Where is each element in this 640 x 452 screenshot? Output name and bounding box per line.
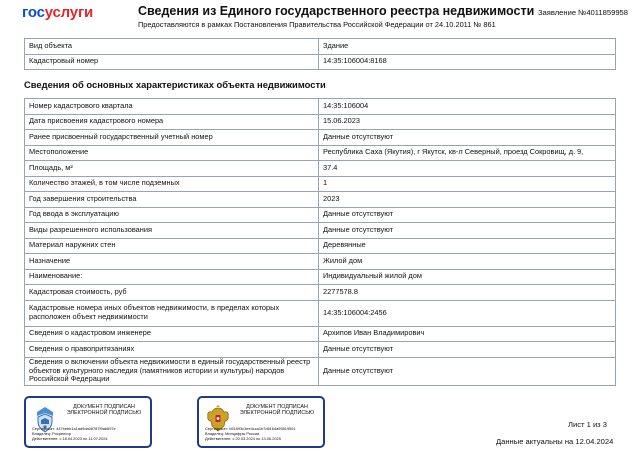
table-row — [25, 99, 616, 115]
row-value: Данные отсутствуют — [319, 342, 616, 358]
row-key: Вид объекта — [25, 39, 319, 55]
table-row — [25, 238, 616, 254]
stamp-owner: Владелец: Росреестр — [32, 431, 72, 436]
row-value: Данные отсутствуют — [319, 357, 616, 385]
stamp-title: ДОКУМЕНТ ПОДПИСАН ЭЛЕКТРОННОЙ ПОДПИСЬЮ — [66, 404, 142, 417]
row-key: Назначение — [25, 254, 319, 270]
table-row — [25, 114, 616, 130]
page-counter: Лист 1 из 3 — [568, 420, 607, 429]
row-value: Деревянные — [319, 238, 616, 254]
logo-part-uslugi: услуги — [44, 4, 94, 21]
application-number: Заявление №4011859958 — [537, 8, 628, 17]
object-identity-table — [24, 38, 616, 70]
row-key: Сведения о кадастровом инженере — [25, 326, 319, 342]
row-key: Наименование: — [25, 269, 319, 285]
table-row — [25, 223, 616, 239]
row-key: Материал наружних стен — [25, 238, 319, 254]
document-subtitle: Предоставляются в рамках Постановления Правительства Российской Федерации от 24.10.2011 № 861 — [138, 20, 496, 29]
logo-part-gos: гос — [22, 4, 45, 21]
table-row — [25, 326, 616, 342]
table-row — [25, 300, 616, 326]
row-value: Архипов Иван Владимирович — [319, 326, 616, 342]
table-row — [25, 39, 616, 55]
row-value: Данные отсутствуют — [319, 223, 616, 239]
row-key: Площадь, м² — [25, 161, 319, 177]
stamp-owner: Владелец: Минцифры России — [205, 431, 260, 436]
row-key: Сведения о включении объекта недвижимости в единый государственный реестр объектов культурного наследия (памятников истории и культуры) народов Российской Федерации — [25, 357, 319, 385]
table-row — [25, 145, 616, 161]
stamp-validity: Действителен: с 18.04.2023 по 11.07.2024 — [32, 436, 108, 441]
table-row — [25, 342, 616, 358]
document-title: Сведения из Единого государственного реестра недвижимости — [138, 4, 535, 18]
table-row — [25, 357, 616, 385]
row-key: Кадастровые номера иных объектов недвижимости, в пределах которых расположен объект недвижимости — [25, 300, 319, 326]
document-header — [0, 0, 640, 34]
signature-stamp-mintsifry — [197, 396, 325, 448]
stamp-certificate: Сертификат: b51893c3ee4cca1b7d5164a95519551 — [205, 426, 296, 431]
row-key: Ранее присвоенный государственный учетный номер — [25, 130, 319, 146]
table-row — [25, 269, 616, 285]
row-value: Жилой дом — [319, 254, 616, 270]
row-value: 2023 — [319, 192, 616, 208]
row-key: Сведения о правопритязаниях — [25, 342, 319, 358]
row-value: 37.4 — [319, 161, 616, 177]
characteristics-table — [24, 98, 616, 386]
row-value: Здание — [319, 39, 616, 55]
row-value: 14:35:106004 — [319, 99, 616, 115]
table-row — [25, 285, 616, 301]
row-key: Виды разрешенного использования — [25, 223, 319, 239]
signature-stamp-rosreestr — [24, 396, 152, 448]
row-key: Кадастровый номер — [25, 54, 319, 70]
table-row — [25, 254, 616, 270]
stamp-certificate: Сертификат: 447bebb1a1ad9da08787f9ab697e — [32, 426, 116, 431]
table-row — [25, 192, 616, 208]
table-row — [25, 207, 616, 223]
row-key: Местоположение — [25, 145, 319, 161]
table-row — [25, 130, 616, 146]
data-actual-date: Данные актуальны на 12.04.2024 — [496, 437, 614, 446]
row-value: Данные отсутствуют — [319, 130, 616, 146]
section-title: Сведения об основных характеристиках объекта недвижимости — [24, 79, 326, 90]
row-value: Республика Саха (Якутия), г Якутск, кв-л Северный, проезд Сокровищ, д. 9, — [319, 145, 616, 161]
stamp-validity: Действителен: с 20.03.2024 по 13.06.2025 — [205, 436, 281, 441]
row-value: 14:35:106004:8168 — [319, 54, 616, 70]
row-value: Индивидуальный жилой дом — [319, 269, 616, 285]
row-key: Год завершения строительства — [25, 192, 319, 208]
row-value: 15.06.2023 — [319, 114, 616, 130]
table-row — [25, 54, 616, 70]
gosuslugi-logo — [22, 4, 93, 21]
row-key: Дата присвоения кадастрового номера — [25, 114, 319, 130]
table-row — [25, 176, 616, 192]
row-key: Кадастровая стоимость, руб — [25, 285, 319, 301]
row-value: 1 — [319, 176, 616, 192]
stamp-title: ДОКУМЕНТ ПОДПИСАН ЭЛЕКТРОННОЙ ПОДПИСЬЮ — [239, 404, 315, 417]
row-value: Данные отсутствуют — [319, 207, 616, 223]
row-value: 14:35:106004:2456 — [319, 300, 616, 326]
table-row — [25, 161, 616, 177]
row-value: 2277578.8 — [319, 285, 616, 301]
row-key: Количество этажей, в том числе подземных — [25, 176, 319, 192]
row-key: Номер кадастрового квартала — [25, 99, 319, 115]
row-key: Год ввода в эксплуатацию — [25, 207, 319, 223]
